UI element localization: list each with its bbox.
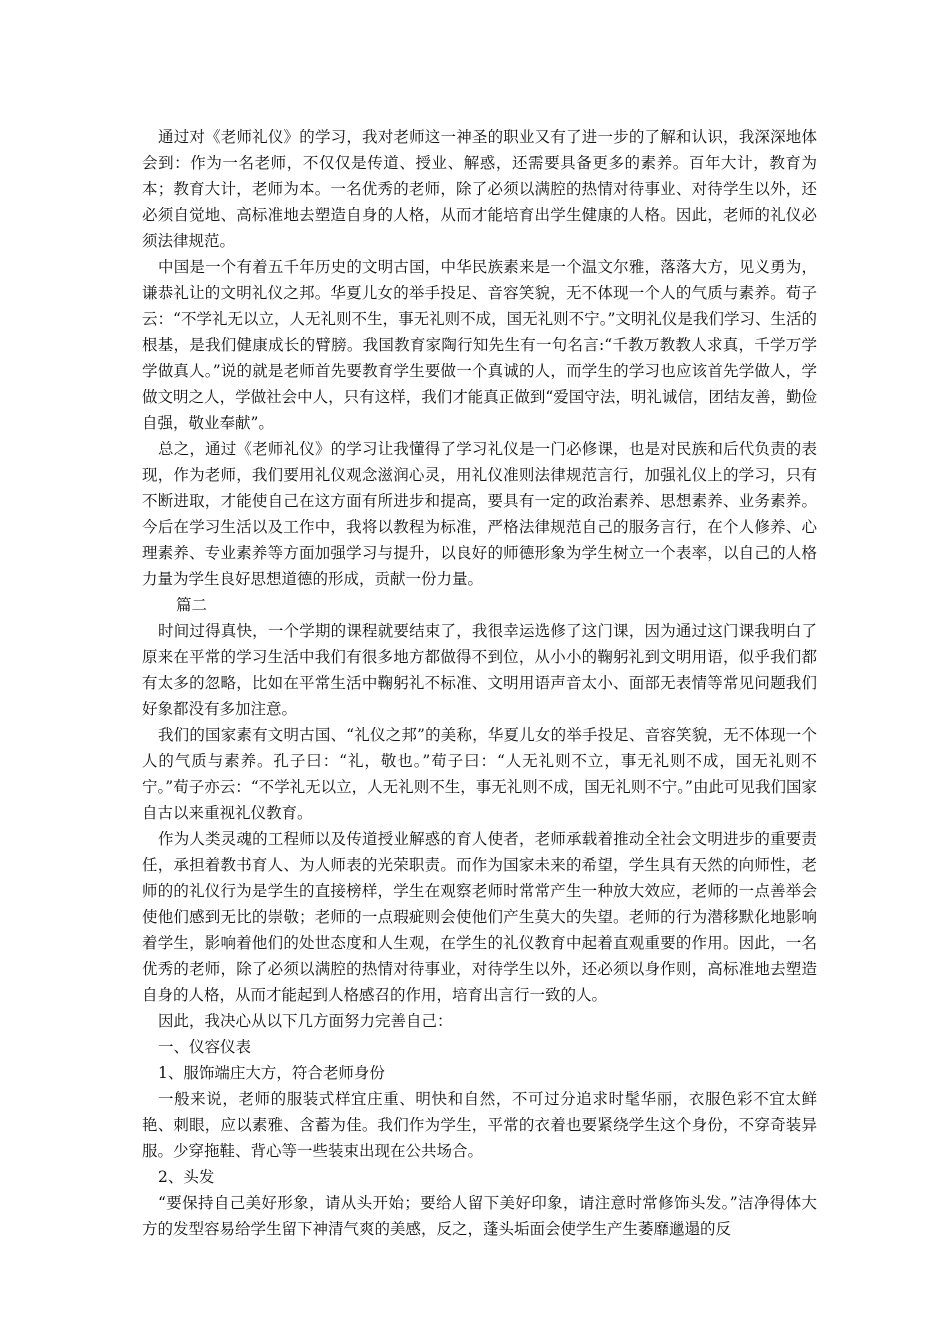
section-heading-part-two: 篇二 xyxy=(176,596,208,614)
paragraph-2: 中国是一个有着五千年历史的文明古国，中华民族素来是一个温文尔雅，落落大方，见义勇为，谦恭礼让的文明礼仪之邦。华夏儿女的举手投足、音容笑貌，无不体现一个人的气质与素养。荀子云：“不学礼无以立，人无礼则不生，事无礼则不成，国无礼则不宁。”文明礼仪是我们学习、生活的根基，是我们健康成长的臂膀。我国教育家陶行知先生有一句名言:“千教万教教人求真，千学万学学做真人。”说的就是老师首先要教育学生要做一个真诚的人，而学生的学习也应该首先学做人，学做文明之人，学做社会中人，只有这样，我们才能真正做到“爱国守法，明礼诚信，团结友善，勤俭自强，敬业奉献”。 xyxy=(142,258,817,432)
subheading-clothing: 1、服饰端庄大方，符合老师身份 xyxy=(158,1064,385,1082)
paragraph-8: 一般来说，老师的服装式样宜庄重、明快和自然，不可过分追求时髦华丽，衣服色彩不宜太鲜艳、刺眼，应以素雅、含蓄为佳。我们作为学生，平常的衣着也要紧绕学生这个身份，不穿奇装异服。少穿拖鞋、背心等一些装束出现在公共场合。 xyxy=(142,1090,817,1160)
document-body xyxy=(142,124,817,1242)
subheading-appearance: 一、仪容仪表 xyxy=(158,1038,252,1056)
paragraph-6: 作为人类灵魂的工程师以及传道授业解惑的育人使者，老师承载着推动全社会文明进步的重要责任，承担着教书育人、为人师表的光荣职责。而作为国家未来的希望，学生具有天然的向师性，老师的的礼仪行为是学生的直接榜样，学生在观察老师时常常产生一种放大效应，老师的一点善举会使他们感到无比的崇敬；老师的一点瑕疵则会使他们产生莫大的失望。老师的行为潜移默化地影响着学生，影响着他们的处世态度和人生观，在学生的礼仪教育中起着直观重要的作用。因此，一名优秀的老师，除了必须以满腔的热情对待事业，对待学生以外，还必须以身作则，高标准地去塑造自身的人格，从而才能起到人格感召的作用，培育出言行一致的人。 xyxy=(142,830,817,1004)
paragraph-5: 我们的国家素有文明古国、“礼仪之邦”的美称，华夏儿女的举手投足、音容笑貌，无不体现一个人的气质与素养。孔子曰：“礼，敬也。”荀子曰：“人无礼则不立，事无礼则不成，国无礼则不宁。”荀子亦云：“不学礼无以立，人无礼则不生，事无礼则不成，国无礼则不宁。”由此可见我们国家自古以来重视礼仪教育。 xyxy=(142,726,817,822)
paragraph-1: 通过对《老师礼仪》的学习，我对老师这一神圣的职业又有了进一步的了解和认识，我深深地体会到：作为一名老师，不仅仅是传道、授业、解惑，还需要具备更多的素养。百年大计，教育为本；教育大计，老师为本。一名优秀的老师，除了必须以满腔的热情对待事业、对待学生以外，还必须自觉地、高标准地去塑造自身的人格，从而才能培育出学生健康的人格。因此，老师的礼仪必须法律规范。 xyxy=(142,128,817,250)
paragraph-7: 因此，我决心从以下几方面努力完善自己： xyxy=(158,1012,453,1030)
paragraph-9: “要保持自己美好形象，请从头开始；要给人留下美好印象，请注意时常修饰头发。”洁净得体大方的发型容易给学生留下神清气爽的美感，反之，蓬头垢面会使学生产生萎靡邋遢的反 xyxy=(142,1194,817,1238)
subheading-hair: 2、头发 xyxy=(158,1168,215,1186)
paragraph-3: 总之，通过《老师礼仪》的学习让我懂得了学习礼仪是一门必修课，也是对民族和后代负责的表现，作为老师，我们要用礼仪观念滋润心灵，用礼仪准则法律规范言行，加强礼仪上的学习，只有不断进取，才能使自己在这方面有所进步和提高，要具有一定的政治素养、思想素养、业务素养。今后在学习生活以及工作中，我将以教程为标准，严格法律规范自己的服务言行，在个人修养、心理素养、专业素养等方面加强学习与提升，以良好的师德形象为学生树立一个表率，以自己的人格力量为学生良好思想道德的形成，贡献一份力量。 xyxy=(142,440,817,588)
paragraph-4: 时间过得真快，一个学期的课程就要结束了，我很幸运选修了这门课，因为通过这门课我明白了原来在平常的学习生活中我们有很多地方都做得不到位，从小小的鞠躬礼到文明用语，似乎我们都有太多的忽略，比如在平常生活中鞠躬礼不标准、文明用语声音太小、面部无表情等常见问题我们好象都没有多加注意。 xyxy=(142,622,817,718)
